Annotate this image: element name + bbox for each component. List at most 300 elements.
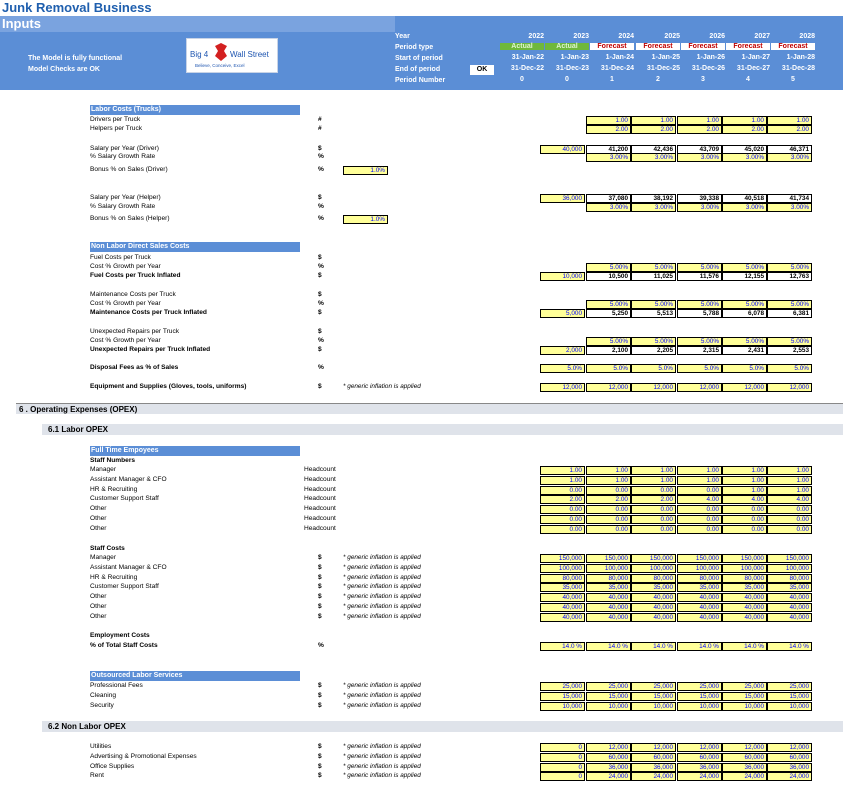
row-unit: % [318,263,324,270]
row-unit: $ [318,346,322,353]
input-cell[interactable]: 0.00 [586,525,631,534]
input-cell[interactable]: 40,000 [767,603,812,612]
input-cell[interactable]: 40,000 [586,613,631,622]
input-cell[interactable]: 80,000 [540,574,585,583]
input-cell[interactable]: 5.00% [631,300,676,309]
page-title: Junk Removal Business [0,0,395,16]
input-cell[interactable]: 5.00% [586,300,631,309]
timeline-year: 2026 [709,33,725,40]
row-unit: % [318,166,324,173]
row-unit: $ [318,603,322,610]
input-cell[interactable]: 60,000 [767,753,812,762]
generic-inflation-note: * generic inflation is applied [343,752,421,760]
timeline-start: 1-Jan-27 [741,54,770,61]
timeline-year: 2027 [754,33,770,40]
input-cell[interactable]: 5.00% [677,300,722,309]
input-cell[interactable]: 100,000 [631,564,676,573]
input-cell[interactable]: 2.00 [586,495,631,504]
row-unit: $ [318,772,322,780]
input-cell[interactable]: 3.00% [631,203,676,212]
input-cell[interactable]: 40,000 [722,613,767,622]
input-cell[interactable]: 3.00% [722,153,767,162]
input-cell[interactable]: 5.00% [586,263,631,272]
input-cell[interactable]: 1.00 [677,116,722,125]
input-cell[interactable]: 3.00% [767,153,812,162]
row-unit: % [318,153,324,160]
input-cell[interactable]: 1.00 [586,476,631,485]
input-cell[interactable]: 80,000 [677,574,722,583]
timeline-label-0: Year [395,33,410,40]
row-unit: $ [318,573,322,581]
timeline-period-number: 4 [746,76,750,83]
input-cell[interactable]: 40,000 [540,603,585,612]
timeline-period-type: Forecast [681,43,725,50]
timeline-period-type: Forecast [636,43,680,50]
row-label: HR & Recruiting [90,573,138,581]
input-cell[interactable]: 12,000 [767,743,812,752]
input-cell[interactable]: 60,000 [586,753,631,762]
row-label: Utilities [90,743,112,750]
input-cell[interactable]: 0.00 [586,515,631,524]
input-cell[interactable]: 5.00% [586,337,631,346]
input-cell[interactable]: 40,000 [586,603,631,612]
input-cell[interactable]: 40,518 [722,194,767,203]
input-cell[interactable]: 15,000 [631,692,676,701]
input-cell[interactable]: 5.00% [767,337,812,346]
input-cell[interactable]: 40,000 [677,593,722,602]
input-cell[interactable]: 2,315 [677,346,722,355]
input-cell[interactable]: 0.00 [631,486,676,495]
input-cell[interactable]: 1.00 [722,476,767,485]
input-cell[interactable]: 0.00 [722,515,767,524]
input-cell[interactable]: 3.00% [586,203,631,212]
input-cell[interactable]: 25,000 [767,682,812,691]
input-cell[interactable]: 0.00 [631,525,676,534]
input-cell[interactable]: 60,000 [722,753,767,762]
input-cell[interactable]: 36,000 [767,763,812,772]
input-cell[interactable]: 0.00 [767,505,812,514]
timeline-period-type: Actual [545,43,589,50]
timeline-label-3: End of period [395,66,441,73]
generic-inflation-note: * generic inflation is applied [343,762,421,770]
logo-big4: Big 4 [190,50,209,59]
input-cell[interactable]: 11,025 [631,272,676,281]
input-cell[interactable]: 100,000 [677,564,722,573]
input-cell[interactable]: 24,000 [767,772,812,781]
timeline-period-number: 0 [520,76,524,83]
input-cell[interactable]: 41,200 [586,145,631,154]
input-cell[interactable]: 15,000 [722,692,767,701]
input-cell[interactable]: 0.00 [677,505,722,514]
timeline-period-type: Forecast [590,43,634,50]
input-cell[interactable]: 6,381 [767,309,812,318]
row-label: Fuel Costs per Truck [90,254,151,261]
input-cell[interactable]: 11,576 [677,272,722,281]
input-cell[interactable]: 2,553 [767,346,812,355]
row-label: Other [90,603,107,610]
input-cell[interactable]: 4.00 [767,495,812,504]
timeline-end: 31-Dec-23 [555,65,589,72]
input-cell[interactable]: 0.00 [540,525,585,534]
input-cell[interactable]: 1.00 [677,476,722,485]
row-label: Customer Support Staff [90,583,159,591]
input-cell[interactable]: 0 [540,743,585,752]
input-cell[interactable]: 14.0 % [586,642,631,651]
input-cell[interactable]: 40,000 [677,603,722,612]
row-unit: $ [318,593,322,601]
input-cell[interactable]: 35,000 [722,583,767,592]
input-cell[interactable]: 5.00% [722,263,767,272]
input-cell[interactable]: 0.00 [540,505,585,514]
row-unit: $ [318,612,322,620]
row-label: Other [90,524,107,532]
input-cell[interactable]: 14.0 % [540,642,585,651]
input-cell[interactable]: 12,000 [586,743,631,752]
input-cell[interactable]: 40,000 [722,603,767,612]
row-unit: $ [318,194,322,201]
staff-costs-heading: Staff Costs [90,545,125,552]
input-cell[interactable]: 15,000 [586,692,631,701]
input-cell[interactable]: 25,000 [631,682,676,691]
input-cell[interactable]: 36,000 [631,763,676,772]
input-cell[interactable]: 2.00 [677,125,722,134]
input-cell[interactable]: 0 [540,772,585,781]
input-cell[interactable]: 4.00 [677,495,722,504]
input-cell[interactable]: 2,000 [540,346,585,355]
input-cell[interactable]: 15,000 [677,692,722,701]
input-cell[interactable]: 1.00 [722,486,767,495]
input-cell[interactable]: 100,000 [586,564,631,573]
generic-inflation-note: * generic inflation is applied [343,593,421,601]
input-cell[interactable]: 45,020 [722,145,767,154]
input-cell[interactable]: 3.00% [722,203,767,212]
input-cell[interactable]: 35,000 [767,583,812,592]
input-cell[interactable]: 0.00 [767,525,812,534]
input-cell[interactable]: 25,000 [540,682,585,691]
input-cell[interactable]: 35,000 [631,583,676,592]
row-unit: $ [318,682,322,689]
row-label: Other [90,515,107,522]
input-cell[interactable]: 10,000 [540,272,585,281]
input-cell[interactable]: 2.00 [631,495,676,504]
input-cell[interactable]: 1.00 [722,116,767,125]
input-cell[interactable]: 60,000 [631,753,676,762]
input-cell[interactable]: 40,000 [540,593,585,602]
timeline-year: 2023 [573,33,589,40]
input-cell[interactable]: 5.00% [631,263,676,272]
input-cell[interactable]: 5,250 [586,309,631,318]
input-cell[interactable]: 3.00% [677,203,722,212]
input-cell[interactable]: 12,000 [631,383,676,392]
input-cell[interactable]: 5.0% [631,364,676,373]
input-cell[interactable]: 12,000 [677,743,722,752]
input-cell[interactable]: 40,000 [631,613,676,622]
input-cell[interactable]: 40,000 [586,593,631,602]
input-cell[interactable]: 24,000 [586,772,631,781]
input-cell[interactable]: 40,000 [722,593,767,602]
input-cell[interactable]: 1.00 [586,116,631,125]
input-cell[interactable]: 2,205 [631,346,676,355]
input-cell[interactable]: 38,192 [631,194,676,203]
timeline-start: 1-Jan-28 [786,54,815,61]
input-cell[interactable]: 0.00 [540,486,585,495]
row-label: Fuel Costs per Truck Inflated [90,272,181,279]
input-cell[interactable]: 2.00 [586,125,631,134]
timeline-end: 31-Dec-28 [781,65,815,72]
section-labor-opex: 6.1 Labor OPEX [42,424,843,435]
input-cell[interactable]: 12,000 [540,383,585,392]
input-cell[interactable]: 1.0% [343,166,388,175]
generic-inflation-note: * generic inflation is applied [343,554,421,561]
section-fte: Full Time Empoyees [90,446,300,456]
input-cell[interactable]: 100,000 [540,564,585,573]
input-cell[interactable]: 2.00 [540,495,585,504]
input-cell[interactable]: 46,371 [767,145,812,154]
input-cell[interactable]: 0.00 [586,486,631,495]
input-cell[interactable]: 5.00% [677,263,722,272]
input-cell[interactable]: 12,155 [722,272,767,281]
input-cell[interactable]: 1.00 [767,466,812,475]
input-cell[interactable]: 40,000 [540,145,585,154]
input-cell[interactable]: 5,513 [631,309,676,318]
input-cell[interactable]: 0.00 [631,505,676,514]
input-cell[interactable]: 36,000 [540,194,585,203]
row-label: Other [90,505,107,513]
input-cell[interactable]: 10,000 [540,702,585,711]
row-unit: $ [318,752,322,760]
input-cell[interactable]: 12,000 [722,743,767,752]
row-label: Bonus % on Sales (Helper) [90,215,170,222]
input-cell[interactable]: 10,000 [722,702,767,711]
input-cell[interactable]: 5.00% [767,263,812,272]
input-cell[interactable]: 0 [540,763,585,772]
input-cell[interactable]: 3.00% [586,153,631,162]
input-cell[interactable]: 24,000 [722,772,767,781]
input-cell[interactable]: 1.00 [540,466,585,475]
input-cell[interactable]: 100,000 [767,564,812,573]
row-unit: $ [318,383,322,390]
input-cell[interactable]: 14.0 % [677,642,722,651]
input-cell[interactable]: 150,000 [586,554,631,563]
row-label: Drivers per Truck [90,116,141,123]
input-cell[interactable]: 37,080 [586,194,631,203]
input-cell[interactable]: 42,436 [631,145,676,154]
input-cell[interactable]: 5.00% [677,337,722,346]
input-cell[interactable]: 1.00 [540,476,585,485]
row-unit: $ [318,701,322,709]
row-label: Unexpected Repairs per Truck [90,328,180,335]
input-cell[interactable]: 40,000 [767,593,812,602]
row-unit: Headcount [304,505,336,513]
input-cell[interactable]: 10,500 [586,272,631,281]
input-cell[interactable]: 80,000 [722,574,767,583]
row-label: % Salary Growth Rate [90,203,156,210]
input-cell[interactable]: 14.0 % [722,642,767,651]
timeline-year: 2025 [664,33,680,40]
input-cell[interactable]: 0.00 [677,515,722,524]
input-cell[interactable]: 1.00 [631,476,676,485]
input-cell[interactable]: 12,000 [631,743,676,752]
input-cell[interactable]: 10,000 [767,702,812,711]
input-cell[interactable]: 5.0% [677,364,722,373]
input-cell[interactable]: 1.0% [343,215,388,224]
input-cell[interactable]: 12,000 [722,383,767,392]
timeline-end: 31-Dec-27 [736,65,770,72]
input-cell[interactable]: 0.00 [677,486,722,495]
input-cell[interactable]: 1.00 [767,116,812,125]
row-unit: $ [318,554,322,561]
input-cell[interactable]: 0.00 [722,505,767,514]
timeline-start: 1-Jan-23 [560,54,589,61]
input-cell[interactable]: 5,788 [677,309,722,318]
input-cell[interactable]: 12,000 [677,383,722,392]
input-cell[interactable]: 40,000 [767,613,812,622]
input-cell[interactable]: 41,734 [767,194,812,203]
input-cell[interactable]: 15,000 [767,692,812,701]
input-cell[interactable]: 14.0 % [767,642,812,651]
section-outsourced: Outsourced Labor Services [90,671,300,681]
input-cell[interactable]: 5.00% [767,300,812,309]
generic-inflation-note: * generic inflation is applied [343,383,421,390]
input-cell[interactable]: 150,000 [540,554,585,563]
input-cell[interactable]: 0.00 [586,505,631,514]
timeline-year: 2028 [799,33,815,40]
input-cell[interactable]: 2.00 [722,125,767,134]
row-unit: Headcount [304,524,336,532]
input-cell[interactable]: 0.00 [767,515,812,524]
input-cell[interactable]: 10,000 [586,702,631,711]
timeline-year: 2022 [528,33,544,40]
input-cell[interactable]: 36,000 [677,763,722,772]
input-cell[interactable]: 25,000 [586,682,631,691]
timeline-start: 1-Jan-25 [651,54,680,61]
input-cell[interactable]: 5.00% [722,337,767,346]
timeline-year: 2024 [618,33,634,40]
timeline-start: 31-Jan-22 [511,54,544,61]
model-check-note: Model Checks are OK [28,66,100,73]
input-cell[interactable]: 5.00% [631,337,676,346]
page-subtitle: Inputs [0,16,395,32]
input-cell[interactable]: 1.00 [586,466,631,475]
row-label: Other [90,612,107,620]
input-cell[interactable]: 80,000 [586,574,631,583]
input-cell[interactable]: 0.00 [722,525,767,534]
input-cell[interactable]: 2,100 [586,346,631,355]
input-cell[interactable]: 1.00 [767,486,812,495]
input-cell[interactable]: 24,000 [677,772,722,781]
input-cell[interactable]: 80,000 [767,574,812,583]
input-cell[interactable]: 5.0% [767,364,812,373]
input-cell[interactable]: 39,338 [677,194,722,203]
input-cell[interactable]: 40,000 [631,603,676,612]
row-label: HR & Recruiting [90,485,138,493]
input-cell[interactable]: 14.0 % [631,642,676,651]
input-cell[interactable]: 5.0% [540,364,585,373]
input-cell[interactable]: 25,000 [677,682,722,691]
input-cell[interactable]: 35,000 [586,583,631,592]
input-cell[interactable]: 40,000 [540,613,585,622]
row-unit: $ [318,563,322,571]
input-cell[interactable]: 10,000 [631,702,676,711]
input-cell[interactable]: 5,000 [540,309,585,318]
input-cell[interactable]: 3.00% [631,153,676,162]
input-cell[interactable]: 1.00 [631,116,676,125]
input-cell[interactable]: 6,078 [722,309,767,318]
input-cell[interactable]: 150,000 [767,554,812,563]
row-unit: $ [318,309,322,316]
input-cell[interactable]: 1.00 [631,466,676,475]
employment-costs-heading: Employment Costs [90,632,150,639]
generic-inflation-note: * generic inflation is applied [343,772,421,780]
row-unit: % [318,337,324,344]
row-label: Equipment and Supplies (Gloves, tools, uniforms) [90,383,247,390]
input-cell[interactable]: 150,000 [722,554,767,563]
input-cell[interactable]: 24,000 [631,772,676,781]
input-cell[interactable]: 25,000 [722,682,767,691]
input-cell[interactable]: 0.00 [540,515,585,524]
timeline-start: 1-Jan-24 [605,54,634,61]
input-cell[interactable]: 36,000 [586,763,631,772]
row-unit: Headcount [304,485,336,493]
generic-inflation-note: * generic inflation is applied [343,612,421,620]
input-cell[interactable]: 80,000 [631,574,676,583]
timeline-period-number: 1 [610,76,614,83]
input-cell[interactable]: 35,000 [677,583,722,592]
input-cell[interactable]: 35,000 [540,583,585,592]
row-unit: Headcount [304,515,336,522]
input-cell[interactable]: 2,431 [722,346,767,355]
generic-inflation-note: * generic inflation is applied [343,682,421,689]
input-cell[interactable]: 150,000 [631,554,676,563]
input-cell[interactable]: 100,000 [722,564,767,573]
row-label: Assistant Manager & CFO [90,563,167,571]
input-cell[interactable]: 5.0% [586,364,631,373]
input-cell[interactable]: 1.00 [677,466,722,475]
input-cell[interactable]: 40,000 [631,593,676,602]
timeline-period-number: 0 [565,76,569,83]
input-cell[interactable]: 15,000 [540,692,585,701]
input-cell[interactable]: 0 [540,753,585,762]
input-cell[interactable]: 1.00 [722,466,767,475]
input-cell[interactable]: 2.00 [767,125,812,134]
input-cell[interactable]: 1.00 [767,476,812,485]
input-cell[interactable]: 150,000 [677,554,722,563]
input-cell[interactable]: 36,000 [722,763,767,772]
input-cell[interactable]: 10,000 [677,702,722,711]
input-cell[interactable]: 60,000 [677,753,722,762]
row-unit: % [318,203,324,210]
input-cell[interactable]: 3.00% [677,153,722,162]
input-cell[interactable]: 12,763 [767,272,812,281]
row-label: Salary per Year (Driver) [90,145,159,152]
input-cell[interactable]: 0.00 [631,515,676,524]
input-cell[interactable]: 43,709 [677,145,722,154]
input-cell[interactable]: 4.00 [722,495,767,504]
row-unit: % [318,364,324,371]
generic-inflation-note: * generic inflation is applied [343,701,421,709]
row-label: % of Total Staff Costs [90,642,158,649]
input-cell[interactable]: 5.0% [722,364,767,373]
input-cell[interactable]: 12,000 [586,383,631,392]
input-cell[interactable]: 2.00 [631,125,676,134]
input-cell[interactable]: 12,000 [767,383,812,392]
input-cell[interactable]: 40,000 [677,613,722,622]
input-cell[interactable]: 0.00 [677,525,722,534]
input-cell[interactable]: 3.00% [767,203,812,212]
generic-inflation-note: * generic inflation is applied [343,603,421,610]
row-label: Cleaning [90,691,117,699]
input-cell[interactable]: 5.00% [722,300,767,309]
